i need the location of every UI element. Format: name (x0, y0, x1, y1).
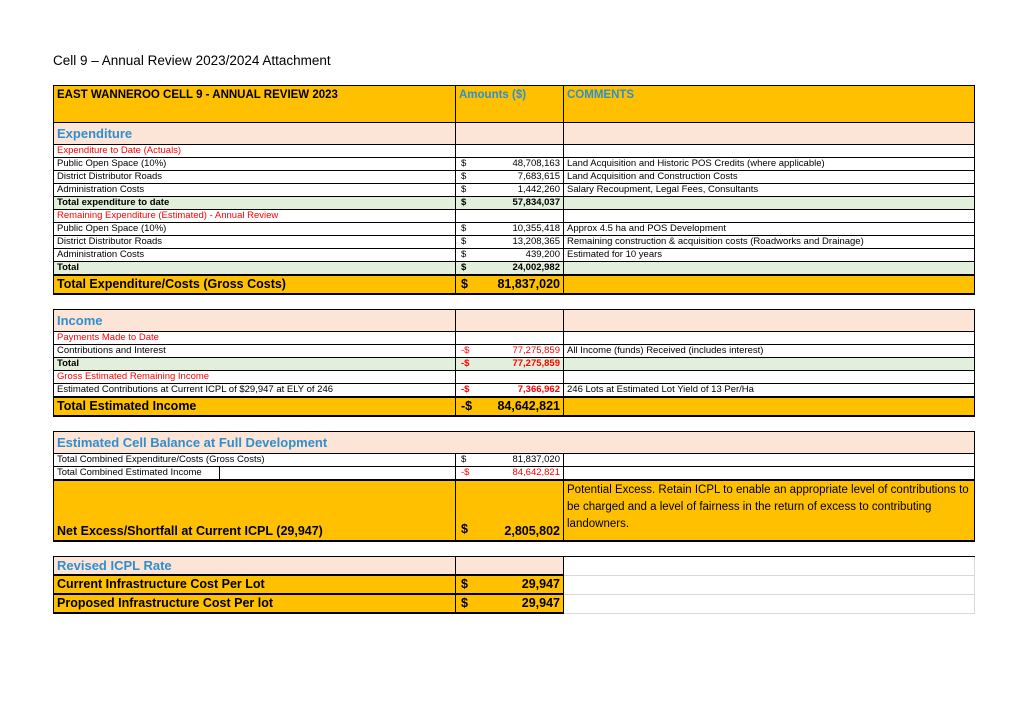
table-row (54, 236, 975, 249)
payments-made-label: Payments Made to Date (54, 332, 456, 345)
table-row (54, 345, 975, 358)
expenditure-section-title: Expenditure (54, 123, 456, 145)
net-excess-comment: Potential Excess. Retain ICPL to enable an appropriate level of contributions to be charged and a level of fairness in the return of excess to contributing landowners. (564, 480, 975, 541)
row-amount: $ 29,947 (456, 594, 564, 613)
expenditure-to-date-row (54, 145, 975, 158)
current-icpl-row (54, 575, 975, 594)
table-row (54, 223, 975, 236)
row-comment: All Income (funds) Received (includes interest) (564, 345, 975, 358)
table-row (54, 384, 975, 398)
table-row (54, 467, 975, 481)
expenditure-to-date-label: Expenditure to Date (Actuals) (54, 145, 456, 158)
balance-section-title: Estimated Cell Balance at Full Development (54, 432, 975, 454)
row-label: Total Expenditure/Costs (Gross Costs) (54, 275, 456, 294)
remaining-expenditure-row (54, 210, 975, 223)
income-total-row (54, 358, 975, 371)
row-label: Total Combined Expenditure/Costs (Gross Costs) (54, 454, 456, 467)
row-comment: Remaining construction & acquisition costs (Roadworks and Drainage) (564, 236, 975, 249)
table-row (54, 249, 975, 262)
row-comment: 246 Lots at Estimated Lot Yield of 13 Per/Ha (564, 384, 975, 398)
income-section-title: Income (54, 310, 456, 332)
row-amount: $ 81,837,020 (456, 275, 564, 294)
row-amount: $ 81,837,020 (456, 454, 564, 467)
row-comment: Estimated for 10 years (564, 249, 975, 262)
row-amount: $ 13,208,365 (456, 236, 564, 249)
row-amount: $ 24,002,982 (456, 262, 564, 276)
icpl-section-row (54, 557, 975, 576)
total-expenditure-row (54, 275, 975, 294)
row-label: Proposed Infrastructure Cost Per lot (54, 594, 456, 613)
table-row (54, 184, 975, 197)
remaining-expenditure-label: Remaining Expenditure (Estimated) - Annual Review (54, 210, 456, 223)
row-amount: $ 2,805,802 (456, 480, 564, 541)
net-excess-row (54, 480, 975, 541)
payments-made-row (54, 332, 975, 345)
balance-section-row (54, 432, 975, 454)
row-amount: -$ 7,366,962 (456, 384, 564, 398)
expenditure-section-row (54, 123, 975, 145)
row-amount: -$ 84,642,821 (456, 467, 564, 481)
row-label: Administration Costs (54, 249, 456, 262)
row-label: Current Infrastructure Cost Per Lot (54, 575, 456, 594)
row-label: District Distributor Roads (54, 236, 456, 249)
row-amount: $ 48,708,163 (456, 158, 564, 171)
total-income-row (54, 397, 975, 416)
row-amount: $ 7,683,615 (456, 171, 564, 184)
row-amount: -$ 84,642,821 (456, 397, 564, 416)
row-label: Public Open Space (10%) (54, 223, 456, 236)
row-label: Total expenditure to date (54, 197, 456, 210)
row-comment: Salary Recoupment, Legal Fees, Consultants (564, 184, 975, 197)
annual-review-table (53, 85, 974, 614)
row-amount: $ 1,442,260 (456, 184, 564, 197)
row-label: Total (54, 358, 456, 371)
row-label: Administration Costs (54, 184, 456, 197)
row-amount: $ 29,947 (456, 575, 564, 594)
total-to-date-row (54, 197, 975, 210)
row-amount: $ 57,834,037 (456, 197, 564, 210)
row-label: Total Combined Estimated Income (54, 467, 456, 481)
table-row (54, 454, 975, 467)
row-comment: Approx 4.5 ha and POS Development (564, 223, 975, 236)
table-header-row (54, 86, 975, 123)
row-label: Estimated Contributions at Current ICPL of $29,947 at ELY of 246 (54, 384, 456, 398)
income-section-row (54, 310, 975, 332)
row-label: Contributions and Interest (54, 345, 456, 358)
row-comment: Land Acquisition and Construction Costs (564, 171, 975, 184)
total-remaining-row (54, 262, 975, 276)
remaining-income-label: Gross Estimated Remaining Income (54, 371, 456, 384)
header-amounts: Amounts ($) (456, 86, 564, 123)
row-amount: -$ 77,275,859 (456, 345, 564, 358)
row-amount: -$ 77,275,859 (456, 358, 564, 371)
row-label: Total (54, 262, 456, 276)
row-label: Net Excess/Shortfall at Current ICPL (29,947) (54, 480, 456, 541)
row-comment: Land Acquisition and Historic POS Credits (where applicable) (564, 158, 975, 171)
table-row (54, 158, 975, 171)
header-comments: COMMENTS (564, 86, 975, 123)
document-title: Cell 9 – Annual Review 2023/2024 Attachment (53, 53, 331, 68)
row-label: Total Estimated Income (54, 397, 456, 416)
row-label: District Distributor Roads (54, 171, 456, 184)
table-row (54, 171, 975, 184)
row-amount: $ 10,355,418 (456, 223, 564, 236)
header-title: EAST WANNEROO CELL 9 - ANNUAL REVIEW 2023 (54, 86, 456, 123)
icpl-section-title: Revised ICPL Rate (54, 557, 456, 576)
proposed-icpl-row (54, 594, 975, 613)
row-label: Public Open Space (10%) (54, 158, 456, 171)
remaining-income-row (54, 371, 975, 384)
row-amount: $ 439,200 (456, 249, 564, 262)
